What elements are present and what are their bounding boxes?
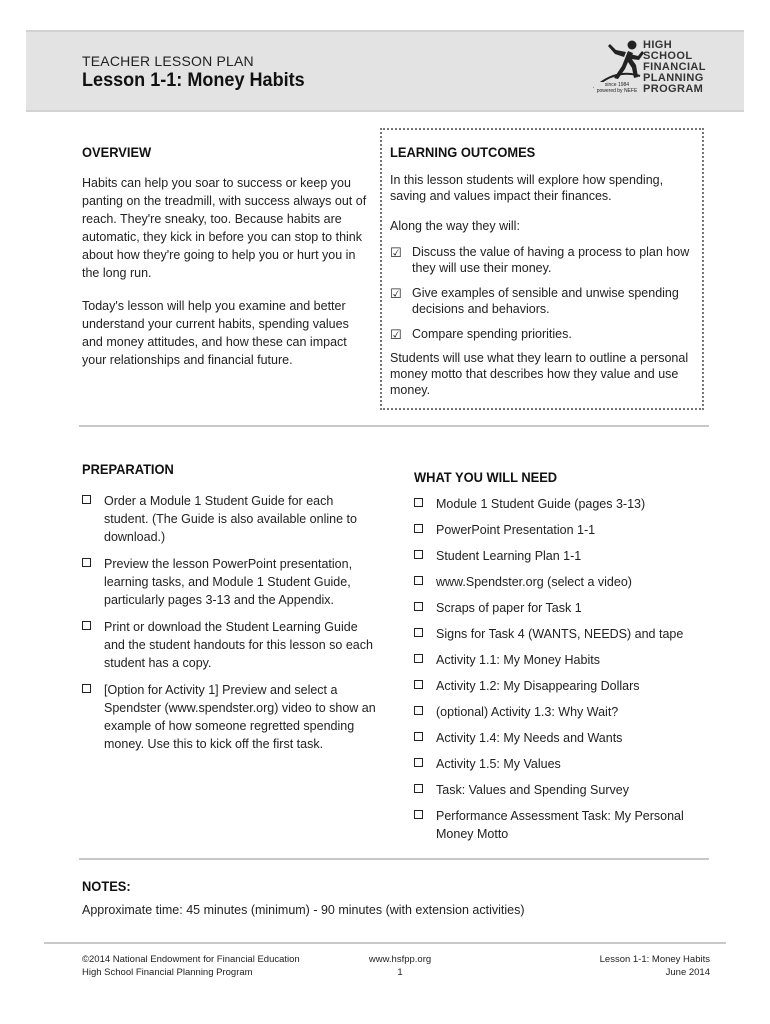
- notes-heading: NOTES:: [82, 878, 131, 894]
- preparation-text: [Option for Activity 1] Preview and select a Spendster (www.spendster.org) video to show an example of how someone regretted spending money. Use this to kick off the first task.: [104, 683, 376, 751]
- checkbox-icon: [414, 550, 423, 559]
- footer-lesson-title: Lesson 1-1: Money Habits: [599, 954, 710, 965]
- material-text: Task: Values and Spending Survey: [436, 783, 629, 797]
- checkbox-icon: [82, 558, 91, 567]
- preparation-text: Order a Module 1 Student Guide for each student. (The Guide is also available online to download.): [104, 494, 357, 544]
- list-item: [390, 285, 700, 317]
- checkbox-icon: [414, 680, 423, 689]
- logo-line: SCHOOL: [643, 50, 693, 62]
- material-text: Activity 1.5: My Values: [436, 757, 561, 771]
- materials-list: [414, 495, 710, 851]
- approximate-time: Approximate time: 45 minutes (minimum) - 90 minutes (with extension activities): [82, 903, 525, 917]
- preparation-text: Print or download the Student Learning Guide and the student handouts for this lesson so each student has a copy.: [104, 620, 373, 670]
- learning-outcomes-heading: LEARNING OUTCOMES: [390, 144, 536, 160]
- material-text: (optional) Activity 1.3: Why Wait?: [436, 705, 619, 719]
- material-text: Signs for Task 4 (WANTS, NEEDS) and tape: [436, 627, 684, 641]
- logo-wordmark: [643, 40, 706, 95]
- list-item: [414, 599, 710, 617]
- checkbox-icon: [414, 576, 423, 585]
- checkbox-icon: [414, 706, 423, 715]
- list-item: [390, 326, 700, 342]
- list-item: [414, 521, 710, 539]
- checkbox-icon: [82, 684, 91, 693]
- footer-date: June 2014: [665, 967, 710, 978]
- outcomes-lead: Along the way they will:: [390, 219, 520, 233]
- material-text: Scraps of paper for Task 1: [436, 601, 582, 615]
- material-text: Activity 1.4: My Needs and Wants: [436, 731, 623, 745]
- material-text: www.Spendster.org (select a video): [436, 575, 632, 589]
- list-item: [414, 573, 710, 591]
- material-text: Activity 1.2: My Disappearing Dollars: [436, 679, 640, 693]
- footer-right: [520, 953, 710, 979]
- footer-left: [82, 953, 300, 979]
- outcome-text: Discuss the value of having a process to plan how they will use their money.: [412, 245, 690, 275]
- copyright-text: ©2014 National Endowment for Financial Education: [82, 954, 300, 965]
- document-kicker: TEACHER LESSON PLAN: [82, 53, 254, 69]
- list-item: [414, 495, 710, 513]
- logo-line: FINANCIAL: [643, 61, 706, 73]
- overview-paragraph: Today's lesson will help you examine and better understand your current habits, spending values and money attitudes, and how these can impact your relationships and financial future.: [82, 299, 349, 367]
- checkbox-icon: [414, 810, 423, 819]
- material-text: Activity 1.1: My Money Habits: [436, 653, 600, 667]
- footer-center: [330, 953, 470, 979]
- what-you-will-need-heading: WHAT YOU WILL NEED: [414, 469, 558, 485]
- list-item: [82, 681, 380, 753]
- list-item: [82, 555, 380, 609]
- page-number: 1: [397, 967, 403, 978]
- outcome-text: Give examples of sensible and unwise spending decisions and behaviors.: [412, 286, 679, 316]
- checkbox-icon: [414, 498, 423, 507]
- list-item: [414, 729, 710, 747]
- outcome-text: Compare spending priorities.: [412, 327, 572, 341]
- overview-heading: OVERVIEW: [82, 144, 152, 160]
- list-item: [414, 625, 710, 643]
- preparation-list: [82, 492, 380, 762]
- checkbox-icon: [414, 654, 423, 663]
- list-item: [390, 244, 700, 276]
- logo-tagline: [594, 82, 640, 94]
- checkbox-checked-icon: ☑: [390, 245, 402, 260]
- list-item: [414, 651, 710, 669]
- list-item: [414, 547, 710, 565]
- material-text: PowerPoint Presentation 1-1: [436, 523, 596, 537]
- preparation-heading: PREPARATION: [82, 461, 174, 477]
- outcomes-list: [390, 244, 700, 351]
- section-divider: [79, 858, 709, 860]
- footer-divider: [44, 942, 726, 944]
- list-item: [414, 807, 710, 843]
- list-item: [414, 703, 710, 721]
- hsfpp-logo: [588, 38, 738, 102]
- outcomes-closing: Students will use what they learn to outline a personal money motto that describes how they value and use money.: [390, 351, 689, 397]
- checkbox-checked-icon: ☑: [390, 327, 402, 342]
- checkbox-icon: [82, 495, 91, 504]
- list-item: [82, 618, 380, 672]
- list-item: [82, 492, 380, 546]
- checkbox-icon: [414, 784, 423, 793]
- list-item: [414, 677, 710, 695]
- preparation-text: Preview the lesson PowerPoint presentation, learning tasks, and Module 1 Student Guide, particularly pages 3-13 and the Appendix.: [104, 557, 353, 607]
- checkbox-icon: [414, 758, 423, 767]
- checkbox-icon: [414, 602, 423, 611]
- page-title: Lesson 1-1: Money Habits: [82, 70, 305, 91]
- checkbox-icon: [82, 621, 91, 630]
- outcomes-intro: In this lesson students will explore how spending, saving and values impact their finances.: [390, 173, 664, 203]
- checkbox-icon: [414, 524, 423, 533]
- checkbox-checked-icon: ☑: [390, 286, 402, 301]
- logo-since-text: since 1984: [604, 82, 630, 88]
- material-text: Module 1 Student Guide (pages 3-13): [436, 497, 646, 511]
- material-text: Student Learning Plan 1-1: [436, 549, 582, 563]
- checkbox-icon: [414, 732, 423, 741]
- list-item: [414, 781, 710, 799]
- logo-line: PROGRAM: [643, 83, 704, 95]
- list-item: [414, 755, 710, 773]
- program-name: High School Financial Planning Program: [82, 967, 253, 978]
- logo-line: HIGH: [643, 39, 673, 51]
- logo-line: PLANNING: [643, 72, 704, 84]
- overview-paragraph: Habits can help you soar to success or keep you panting on the treadmill, with success always out of reach. They're sneaky, too. Because habits are automatic, they kick in before you can stop to think about how they're going to help you or hurt you in the long run.: [82, 176, 367, 280]
- section-divider: [79, 425, 709, 427]
- material-text: Performance Assessment Task: My Personal Money Motto: [436, 809, 684, 841]
- logo-powered-text: powered by NEFE: [596, 88, 638, 94]
- website-text: www.hsfpp.org: [368, 954, 432, 965]
- checkbox-icon: [414, 628, 423, 637]
